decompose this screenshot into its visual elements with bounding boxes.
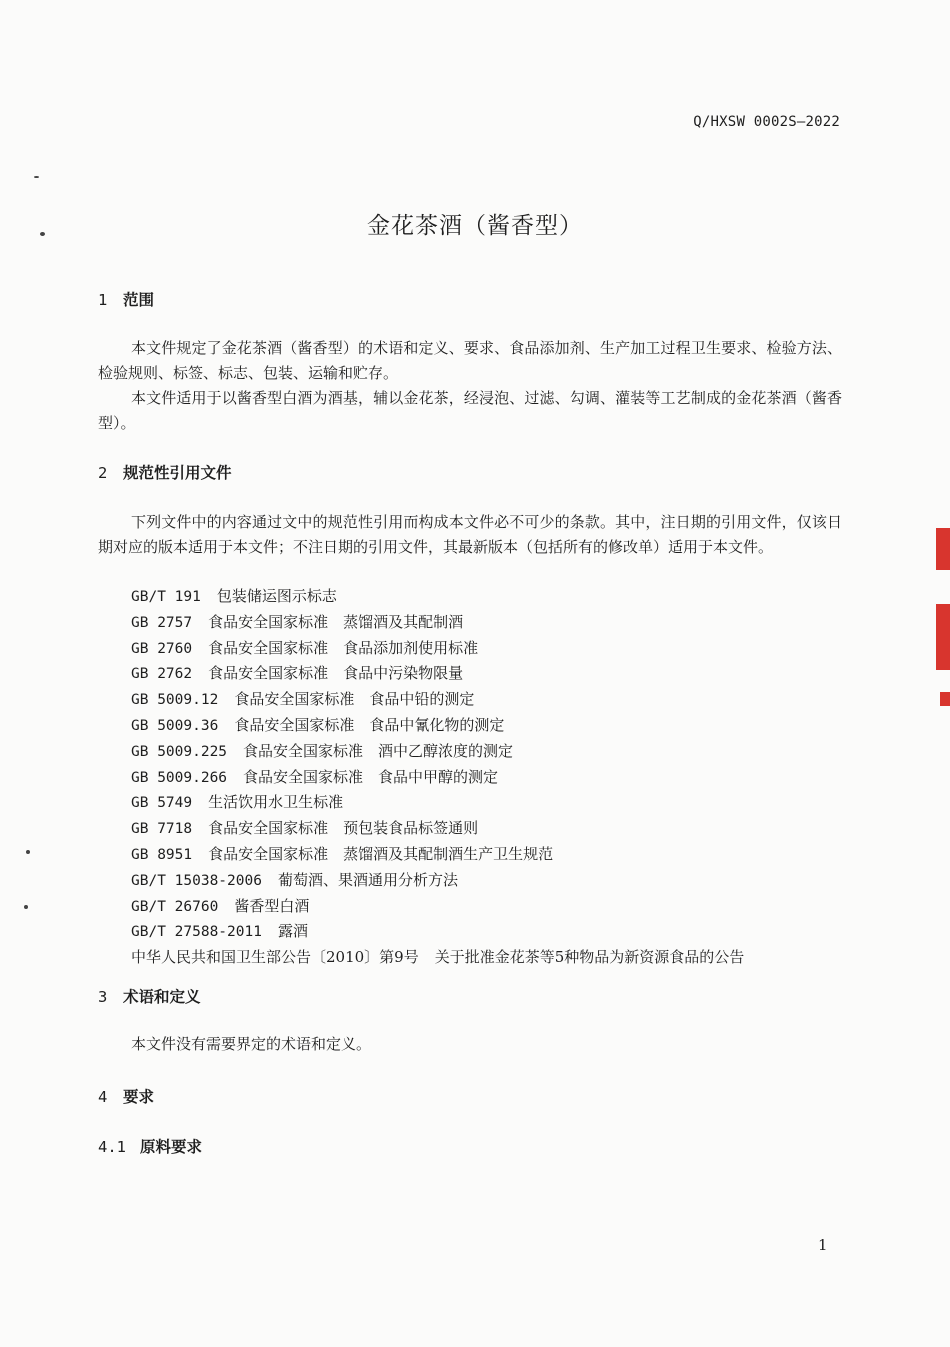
reference-code: GB 2760 xyxy=(131,640,193,657)
reference-code: GB 5749 xyxy=(131,795,193,812)
section-number: 4.1 xyxy=(98,1138,126,1156)
reference-item xyxy=(131,894,744,920)
reference-code: GB 5009.36 xyxy=(131,717,219,734)
section-title: 范围 xyxy=(123,291,155,309)
reference-title: 食品安全国家标准 食品中氰化物的测定 xyxy=(234,715,505,734)
section-number: 3 xyxy=(98,988,108,1006)
seal-fragment-top xyxy=(936,528,950,570)
section-number: 1 xyxy=(98,291,108,309)
reference-code: GB/T 27588-2011 xyxy=(131,924,262,941)
scan-speck xyxy=(34,176,39,178)
reference-item xyxy=(131,661,744,687)
reference-title: 酱香型白酒 xyxy=(234,896,310,915)
section-2-heading xyxy=(98,461,232,483)
reference-item xyxy=(131,945,744,970)
reference-item xyxy=(131,713,744,739)
section-4-heading xyxy=(98,1085,154,1107)
reference-code: GB 5009.266 xyxy=(131,769,228,786)
reference-title: 食品安全国家标准 食品添加剂使用标准 xyxy=(208,638,479,657)
page-number: 1 xyxy=(818,1236,828,1254)
document-code: Q/HXSW 0002S—2022 xyxy=(693,114,840,130)
reference-title: 食品安全国家标准 食品中甲醇的测定 xyxy=(243,767,499,786)
reference-item xyxy=(131,636,744,662)
section-1-paragraph-1: 本文件规定了金花茶酒（酱香型）的术语和定义、要求、食品添加剂、生产加工过程卫生要求、检验方法、检验规则、标签、标志、包装、运输和贮存。 xyxy=(98,339,842,382)
reference-code: 中华人民共和国卫生部公告〔2010〕第9号 xyxy=(131,948,419,967)
section-3-paragraph: 本文件没有需要界定的术语和定义。 xyxy=(131,1035,372,1053)
reference-code: GB 8951 xyxy=(131,846,193,863)
reference-code: GB 7718 xyxy=(131,821,193,838)
reference-item xyxy=(131,842,744,868)
seal-fragment-middle xyxy=(936,604,950,670)
reference-item xyxy=(131,739,744,765)
reference-item xyxy=(131,610,744,636)
scan-speck xyxy=(26,850,30,854)
reference-title: 包装储运图示标志 xyxy=(216,587,337,605)
document-title: 金花茶酒（酱香型） xyxy=(367,213,583,239)
scan-speck xyxy=(40,232,45,236)
reference-item xyxy=(131,584,744,610)
section-number: 2 xyxy=(98,464,108,482)
section-title: 规范性引用文件 xyxy=(123,464,232,482)
reference-code: GB 2757 xyxy=(131,614,193,631)
reference-code: GB 5009.225 xyxy=(131,743,228,760)
reference-title: 生活饮用水卫生标准 xyxy=(208,793,344,812)
reference-code: GB 5009.12 xyxy=(131,692,219,709)
reference-code: GB 2762 xyxy=(131,666,193,683)
reference-code: GB/T 26760 xyxy=(131,898,219,915)
reference-code: GB/T 191 xyxy=(131,589,201,605)
reference-title: 食品安全国家标准 蒸馏酒及其配制酒生产卫生规范 xyxy=(208,844,554,863)
reference-item xyxy=(131,919,744,945)
section-4-1-heading xyxy=(98,1135,202,1157)
reference-title: 葡萄酒、果酒通用分析方法 xyxy=(277,870,458,889)
section-1-paragraph-2: 本文件适用于以酱香型白酒为酒基，辅以金花茶，经浸泡、过滤、勾调、灌装等工艺制成的金花茶酒（酱香型）。 xyxy=(98,389,842,432)
reference-title: 食品安全国家标准 蒸馏酒及其配制酒 xyxy=(208,612,464,631)
section-1-heading xyxy=(98,288,154,310)
section-number: 4 xyxy=(98,1088,108,1106)
reference-list xyxy=(131,584,744,970)
section-title: 术语和定义 xyxy=(123,988,201,1006)
reference-item xyxy=(131,790,744,816)
reference-title: 关于批准金花茶等5种物品为新资源食品的公告 xyxy=(434,948,745,967)
section-title: 原料要求 xyxy=(140,1138,203,1156)
section-2-intro: 下列文件中的内容通过文中的规范性引用而构成本文件必不可少的条款。其中，注日期的引用文件，仅该日期对应的版本适用于本文件；不注日期的引用文件，其最新版本（包括所有的修改单）适用于本文件。 xyxy=(98,513,842,556)
reference-item xyxy=(131,868,744,894)
reference-title: 食品安全国家标准 食品中污染物限量 xyxy=(208,664,464,683)
reference-title: 食品安全国家标准 酒中乙醇浓度的测定 xyxy=(243,741,514,760)
reference-item xyxy=(131,687,744,713)
reference-item xyxy=(131,765,744,791)
scan-speck xyxy=(24,905,28,909)
section-3-heading xyxy=(98,985,201,1007)
reference-item xyxy=(131,816,744,842)
reference-title: 食品安全国家标准 食品中铅的测定 xyxy=(234,690,475,709)
seal-fragment-bottom xyxy=(940,692,950,706)
reference-title: 食品安全国家标准 预包装食品标签通则 xyxy=(208,819,479,838)
reference-title: 露酒 xyxy=(277,922,308,941)
reference-code: GB/T 15038-2006 xyxy=(131,872,262,889)
section-title: 要求 xyxy=(123,1088,155,1106)
